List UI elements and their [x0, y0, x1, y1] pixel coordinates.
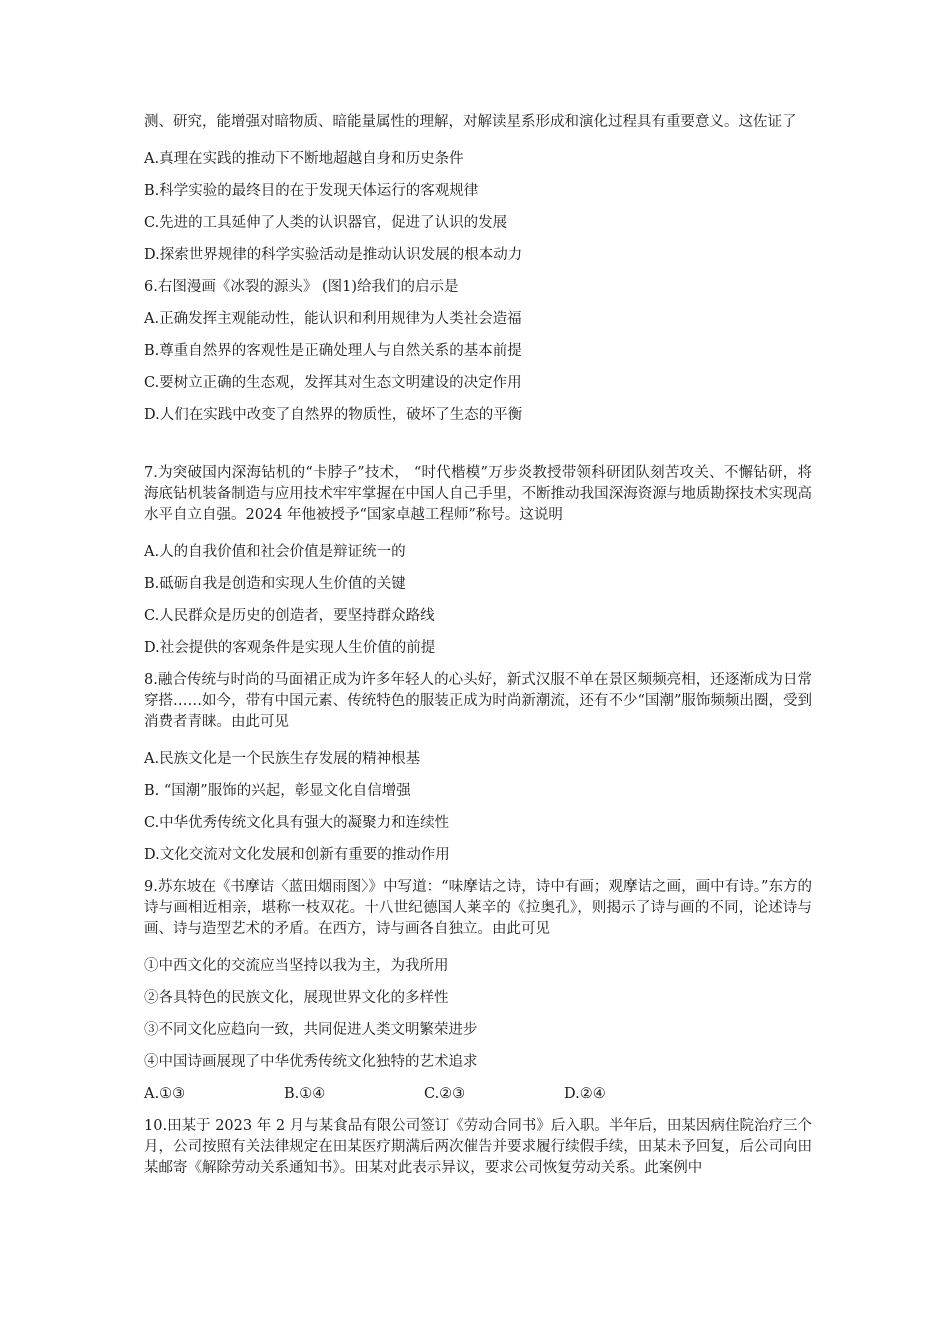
- question-6-option-d: D.人们在实践中改变了自然界的物质性，破坏了生态的平衡: [144, 407, 523, 423]
- question-9-choice-b: B.①④: [284, 1086, 326, 1102]
- question-8-option-b: B. “国潮”服饰的兴起，彰显文化自信增强: [144, 783, 411, 799]
- question-7-option-c: C.人民群众是历史的创造者，要坚持群众路线: [144, 608, 435, 624]
- question-10-stem: 10.田某于 2023 年 2 月与某食品有限公司签订《劳动合同书》后入职。半年后，田某因病住院治疗三个月，公司按照有关法律规定在田某医疗期满后两次催告并要求履行续假手续，田某未予回复，后公司向田某邮寄《解除劳动关系通知书》。田某对此表示异议，要求公司恢复劳动关系。此案例中: [144, 1118, 812, 1176]
- question-9-statement-1: ①中西文化的交流应当坚持以我为主，为我所用: [144, 958, 449, 974]
- question-9-choices: [144, 1078, 812, 1110]
- question-9-statement-3: ③不同文化应趋向一致，共同促进人类文明繁荣进步: [144, 1022, 478, 1038]
- question-7-option-a: A.人的自我价值和社会价值是辩证统一的: [144, 544, 406, 560]
- question-6-option-c: C.要树立正确的生态观，发挥其对生态文明建设的决定作用: [144, 375, 522, 391]
- exam-page: [144, 112, 812, 1179]
- question-9-choice-c: C.②③: [424, 1086, 466, 1102]
- question-7-option-d: D.社会提供的客观条件是实现人生价值的前提: [144, 640, 436, 656]
- question-9-stem: 9.苏东坡在《书摩诘〈蓝田烟雨图〉》中写道：“味摩诘之诗，诗中有画；观摩诘之画，画中有诗。”东方的诗与画相近相亲，堪称一枝双花。十八世纪德国人莱辛的《拉奥孔》，则揭示了诗与画的不同，论述诗与画、诗与造型艺术的矛盾。在西方，诗与画各自独立。由此可见: [144, 879, 812, 937]
- question-9-statement-2: ②各具特色的民族文化，展现世界文化的多样性: [144, 990, 449, 1006]
- question-5-option-b: B.科学实验的最终目的在于发现天体运行的客观规律: [144, 183, 479, 199]
- question-5: [144, 112, 812, 271]
- question-9-statement-4: ④中国诗画展现了中华优秀传统文化独特的艺术追求: [144, 1054, 478, 1070]
- question-5-stem: 测、研究，能增强对暗物质、暗能量属性的理解，对解读星系形成和演化过程具有重要意义。这佐证了: [144, 114, 797, 130]
- question-8-option-a: A.民族文化是一个民族生存发展的精神根基: [144, 751, 421, 767]
- question-10: [144, 1116, 812, 1179]
- question-9: [144, 877, 812, 1110]
- question-9-choice-a: A.①③: [144, 1086, 186, 1102]
- question-7-option-b: B.砥砺自我是创造和实现人生价值的关键: [144, 576, 406, 592]
- question-8: [144, 670, 812, 871]
- question-6-option-a: A.正确发挥主观能动性，能认识和利用规律为人类社会造福: [144, 311, 522, 327]
- question-6-stem: 6.右图漫画《冰裂的源头》 (图1)给我们的启示是: [144, 279, 459, 295]
- question-6-option-b: B.尊重自然界的客观性是正确处理人与自然关系的基本前提: [144, 343, 522, 359]
- question-5-option-d: D.探索世界规律的科学实验活动是推动认识发展的根本动力: [144, 247, 523, 263]
- question-8-option-c: C.中华优秀传统文化具有强大的凝聚力和连续性: [144, 815, 450, 831]
- question-7-stem: 7.为突破国内深海钻机的“卡脖子”技术， “时代楷模”万步炎教授带领科研团队刻苦攻关、不懈钻研，将海底钻机装备制造与应用技术牢牢掌握在中国人自己手里，不断推动我国深海资源与地质勘探技术实现高水平自立自强。2024 年他被授予“国家卓越工程师”称号。这说明: [144, 465, 812, 523]
- question-8-option-d: D.文化交流对文化发展和创新有重要的推动作用: [144, 847, 450, 863]
- question-7: [144, 463, 812, 664]
- question-5-option-a: A.真理在实践的推动下不断地超越自身和历史条件: [144, 151, 464, 167]
- question-8-stem: 8.融合传统与时尚的马面裙正成为许多年轻人的心头好，新式汉服不单在景区频频亮相，还逐渐成为日常穿搭……如今，带有中国元素、传统特色的服装正成为时尚新潮流，还有不少“国潮”服饰频频出圈，受到消费者青睐。由此可见: [144, 672, 812, 730]
- question-9-choice-d: D.②④: [564, 1086, 606, 1102]
- question-6: [144, 271, 812, 431]
- question-5-option-c: C.先进的工具延伸了人类的认识器官，促进了认识的发展: [144, 215, 508, 231]
